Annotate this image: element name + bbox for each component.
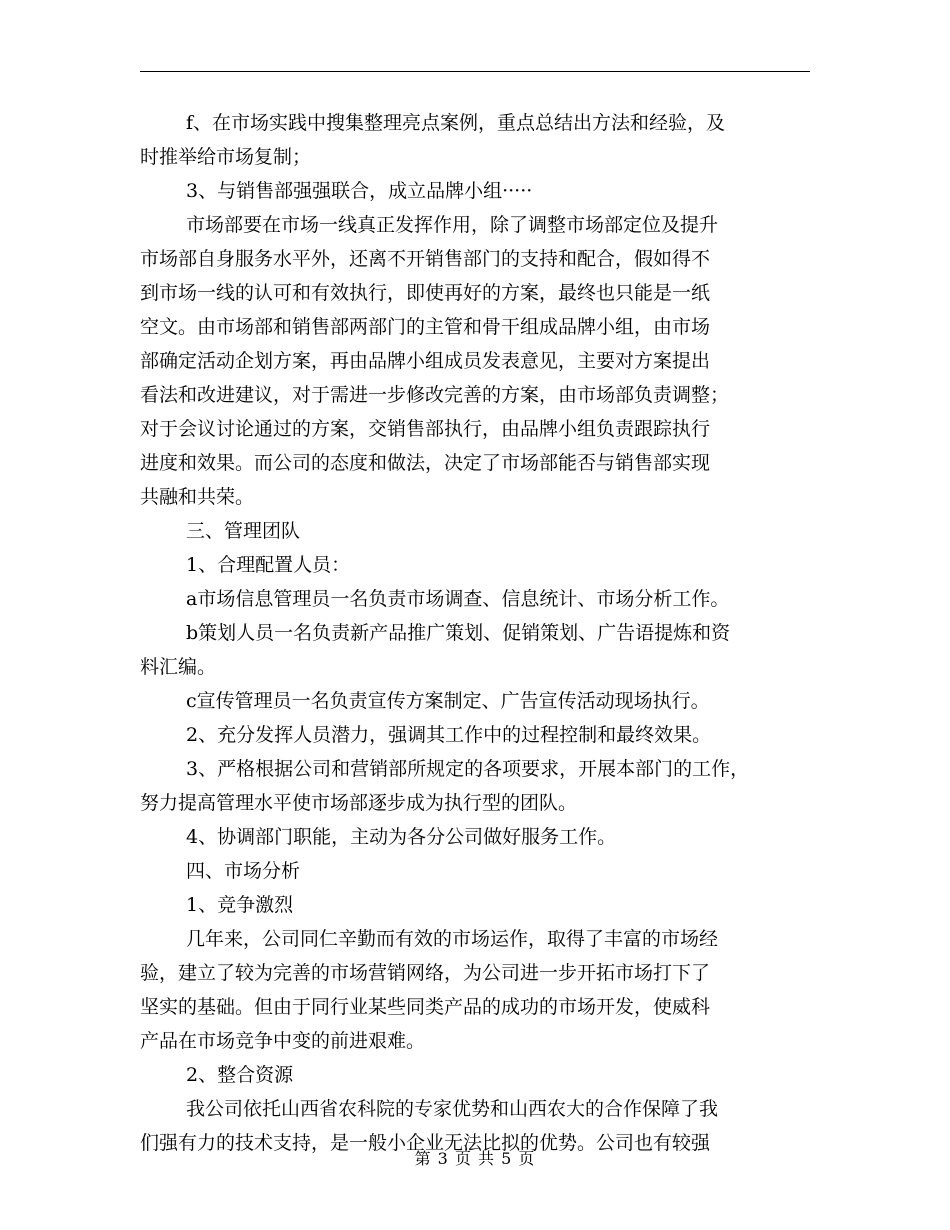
- text-line: 坚实的基础。但由于同行业某些同类产品的成功的市场开发，使威科: [140, 996, 711, 1018]
- text-line: 几年来，公司同仁辛勤而有效的市场运作，取得了丰富的市场经: [186, 928, 719, 950]
- text-line: a市场信息管理员一名负责市场调查、信息统计、市场分析工作。: [186, 588, 730, 610]
- text-line: b策划人员一名负责新产品推广策划、促销策划、广告语提炼和资: [186, 622, 731, 644]
- text-line: 1、合理配置人员：: [186, 554, 351, 576]
- text-line: f、在市场实践中搜集整理亮点案例，重点总结出方法和经验，及: [186, 112, 726, 134]
- text-line: 2、整合资源: [186, 1064, 294, 1086]
- section-heading: 三、管理团队: [186, 520, 301, 542]
- text-line: 进度和效果。而公司的态度和做法，决定了市场部能否与销售部实现: [140, 452, 711, 474]
- document-body: [140, 106, 812, 1160]
- text-line: 市场部要在市场一线真正发挥作用，除了调整市场部定位及提升: [186, 214, 719, 236]
- page-number-footer: 第 3 页 共 5 页: [414, 1149, 536, 1168]
- text-line: 空文。由市场部和销售部两部门的主管和骨干组成品牌小组，由市场: [140, 316, 711, 338]
- text-line: 对于会议讨论通过的方案，交销售部执行，由品牌小组负责跟踪执行: [140, 418, 711, 440]
- text-line: 3、与销售部强强联合，成立品牌小组·····: [186, 180, 533, 202]
- header-rule: [140, 71, 810, 72]
- text-line: 料汇编。: [140, 656, 217, 678]
- text-line: 产品在市场竞争中变的前进艰难。: [140, 1030, 426, 1052]
- text-line: 们强有力的技术支持，是一般小企业无法比拟的优势。公司也有较强: [140, 1132, 711, 1154]
- text-line: 验，建立了较为完善的市场营销网络，为公司进一步开拓市场打下了: [140, 962, 711, 984]
- text-line: 部确定活动企划方案，再由品牌小组成员发表意见，主要对方案提出: [140, 350, 711, 372]
- text-line: c宣传管理员一名负责宣传方案制定、广告宣传活动现场执行。: [186, 690, 710, 712]
- text-line: 时推举给市场复制；: [140, 146, 312, 168]
- text-line: 1、竞争激烈: [186, 894, 294, 916]
- text-line: 努力提高管理水平使市场部逐步成为执行型的团队。: [140, 792, 578, 814]
- text-line: 4、协调部门职能，主动为各分公司做好服务工作。: [186, 826, 617, 848]
- text-line: 到市场一线的认可和有效执行，即使再好的方案，最终也只能是一纸: [140, 282, 711, 304]
- text-line: 市场部自身服务水平外，还离不开销售部门的支持和配合，假如得不: [140, 248, 711, 270]
- text-line: 共融和共荣。: [140, 486, 255, 508]
- text-line: 3、严格根据公司和营销部所规定的各项要求，开展本部门的工作，: [186, 758, 750, 780]
- text-line: 我公司依托山西省农科院的专家优势和山西农大的合作保障了我: [186, 1098, 719, 1120]
- text-line: 2、充分发挥人员潜力，强调其工作中的过程控制和最终效果。: [186, 724, 712, 746]
- section-heading: 四、市场分析: [186, 860, 301, 882]
- text-line: 看法和改进建议，对于需进一步修改完善的方案，由市场部负责调整；: [140, 384, 730, 406]
